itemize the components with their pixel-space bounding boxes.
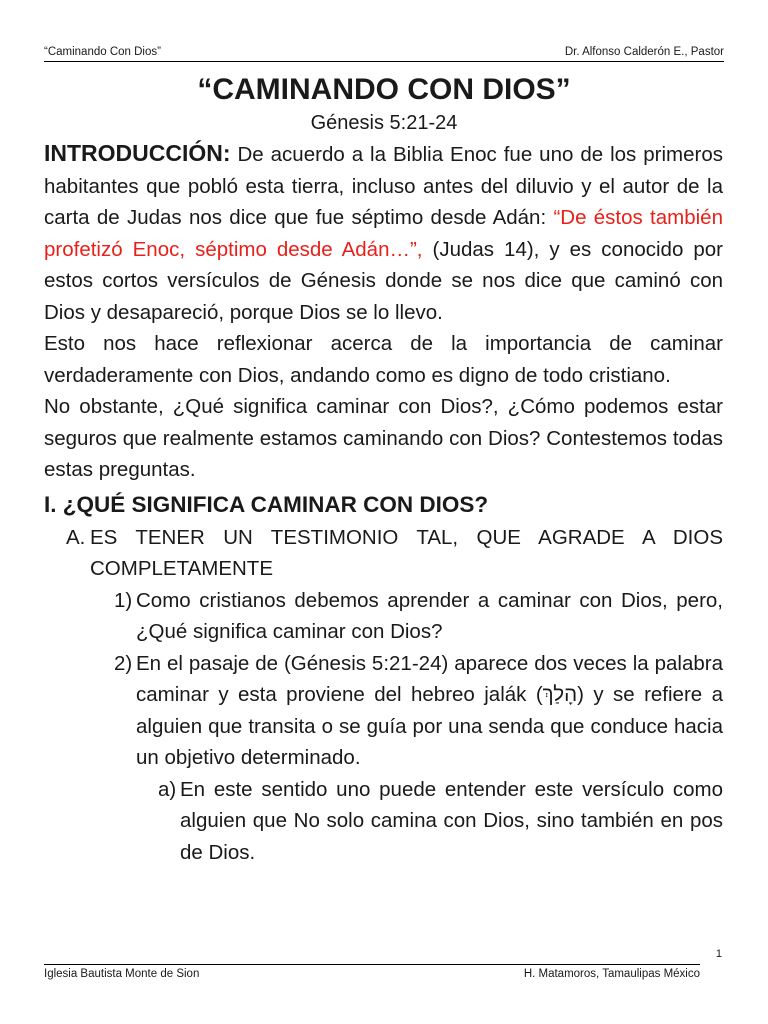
- outline-marker-2a: a): [158, 777, 177, 801]
- intro-paragraph: [44, 138, 723, 328]
- section-1-heading: I. ¿QUÉ SIGNIFICA CAMINAR CON DIOS?: [44, 491, 489, 517]
- outline-marker-a: A.: [66, 525, 86, 549]
- document-title: “CAMINANDO CON DIOS”: [197, 73, 571, 106]
- outline-text-a: ES TENER UN TESTIMONIO TAL, QUE AGRADE A DIOS COMPLETAMENTE: [90, 525, 723, 580]
- outline-item-1: [114, 585, 723, 648]
- outline-item-2a: [158, 774, 723, 869]
- footer-right: H. Matamoros, Tamaulipas México: [523, 968, 700, 980]
- outline-item-a: [66, 522, 723, 585]
- page-number: 1: [715, 948, 722, 960]
- outline-marker-2: 2): [114, 651, 133, 675]
- header-right: Dr. Alfonso Calderón E., Pastor: [564, 46, 724, 58]
- outline-text-2a: En este sentido uno puede entender este versículo como alguien que No solo camina con Dios, sino también en pos de Dios.: [180, 777, 723, 864]
- intro-text-1: De acuerdo a la Biblia Enoc fue uno de los primeros habitantes que pobló esta tierra, incluso antes del diluvio y el autor de la carta de Judas nos dice que fue séptimo desde Adán:: [44, 143, 723, 229]
- page-footer: [44, 964, 700, 980]
- header-left: “Caminando Con Dios”: [44, 46, 161, 58]
- document-body: [44, 138, 723, 868]
- outline-text-1: Como cristianos debemos aprender a caminar con Dios, pero, ¿Qué significa caminar con Dios?: [136, 588, 723, 643]
- intro-paragraph-3: No obstante, ¿Qué significa caminar con Dios?, ¿Cómo podemos estar seguros que realmente estamos caminando con Dios? Contestemos todas estas preguntas.: [44, 395, 723, 481]
- intro-text-2: (Judas 14), y es conocido por estos cortos versículos de Génesis donde se nos dice que caminó con Dios y desapareció, porque Dios se lo llevo.: [44, 237, 724, 324]
- outline-marker-1: 1): [114, 588, 133, 612]
- outline-text-2: En el pasaje de (Génesis 5:21-24) aparece dos veces la palabra caminar y esta proviene del hebreo jalák (הָלַךְ) y se refiere a alguien que transita o se guía por una senda que conduce hacia un objetivo determinado.: [136, 651, 723, 769]
- intro-paragraph-2: Esto nos hace reflexionar acerca de la importancia de caminar verdaderamente con Dios, andando como es digno de todo cristiano.: [44, 332, 723, 387]
- intro-lead: INTRODUCCIÓN:: [44, 140, 231, 166]
- footer-left: Iglesia Bautista Monte de Sion: [44, 968, 200, 980]
- page-header: [44, 46, 724, 62]
- intro-quote: “De éstos también profetizó Enoc, séptimo desde Adán…”,: [44, 206, 723, 261]
- outline-item-2: [114, 648, 723, 774]
- scripture-reference: Génesis 5:21-24: [310, 112, 458, 134]
